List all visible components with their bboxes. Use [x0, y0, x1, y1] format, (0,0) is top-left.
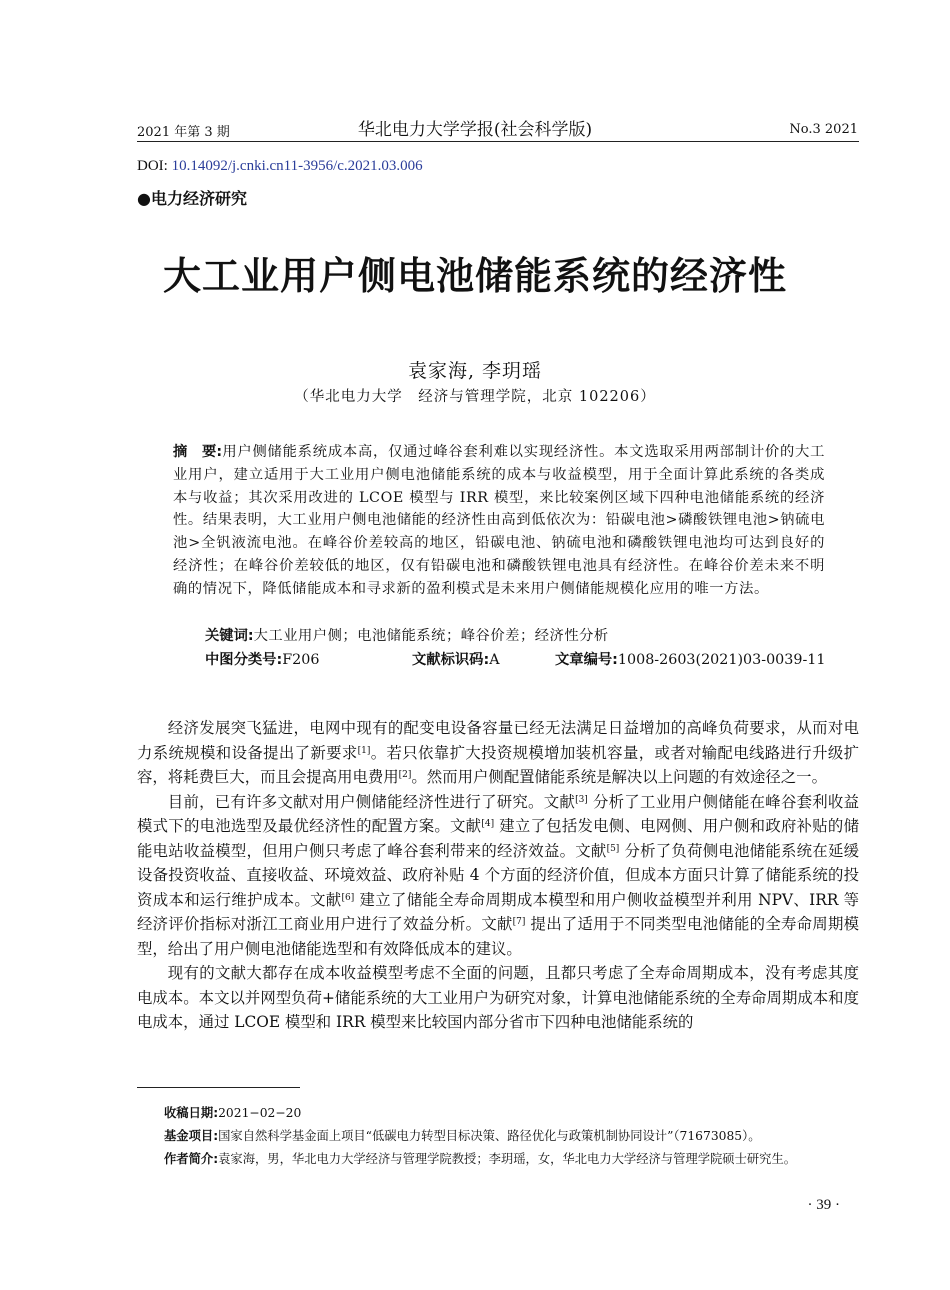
citation-ref[interactable]: [4]: [481, 819, 495, 829]
p2-text-d: 分析了负荷侧电池储能系统在延缓设备投资收益、直接收益、环境效益、政府补贴 4 个方面的经济价值，但成本方面只计算了储能系统的投资成本和运行维护成本。文献: [137, 841, 859, 909]
keywords-text: 大工业用户侧；电池储能系统；峰谷价差；经济性分析: [253, 628, 609, 644]
citation-ref[interactable]: [1]: [357, 745, 371, 756]
p2-text-a: 目前，已有许多文献对用户侧储能经济性进行了研究。文献: [167, 792, 576, 811]
doi-line: [137, 158, 423, 175]
citation-ref[interactable]: [6]: [341, 892, 355, 903]
author-value: 袁家海，男，华北电力大学经济与管理学院教授；李玥瑶，女，华北电力大学经济与管理学院硕士研究生。: [218, 1152, 797, 1166]
citation-ref[interactable]: [7]: [512, 917, 526, 927]
author-label: 作者简介:: [164, 1152, 219, 1166]
doc-value: A: [489, 652, 500, 668]
keywords-label: 关键词:: [205, 628, 254, 644]
clc-value: F206: [282, 652, 320, 668]
affiliation: （华北电力大学 经济与管理学院，北京 102206）: [294, 389, 656, 405]
doc-label: 文献标识码:: [412, 652, 490, 668]
p1-text-a: 经济发展突飞猛进，电网中现有的配变电设备容量已经无法满足日益增加的高峰负荷要求，从而对电力系统规模和设备提出了新要求: [137, 719, 859, 762]
authors: 袁家海, 李玥瑶: [407, 360, 543, 382]
received-value: 2021−02−20: [218, 1106, 302, 1120]
p2-text-f: 提出了适用于不同类型电池储能的全寿命周期模型，给出了用户侧电池储能选型和有效降低成本的建议。: [137, 915, 859, 958]
citation-ref[interactable]: [3]: [575, 794, 588, 805]
body-text: [137, 716, 859, 1035]
page-number: · 39 ·: [807, 1197, 840, 1213]
p2-text-c: 建立了包括发电侧、电网侧、用户侧和政府补贴的储能电站收益模型，但用户侧只考虑了峰谷套利带来的经济效益。文献: [137, 817, 859, 860]
article-value: 1008-2603(2021)03-0039-11: [617, 652, 826, 668]
p2-text-e: 建立了储能全寿命周期成本模型和用户侧收益模型并利用 NPV、IRR 等经济评价指标对浙江工商业用户进行了效益分析。文献: [137, 890, 859, 933]
running-header-journal: 华北电力大学学报(社会科学版): [357, 120, 593, 140]
footnote-rule: [137, 1087, 300, 1088]
column-heading: ●电力经济研究: [137, 189, 247, 208]
keywords: [205, 625, 609, 645]
fund-value: 国家自然科学基金面上项目“低碳电力转型目标决策、路径优化与政策机制协同设计”（71673085）。: [218, 1129, 761, 1143]
footnote-author: [164, 1149, 864, 1169]
citation-ref[interactable]: [2]: [398, 770, 412, 780]
clc-label: 中图分类号:: [205, 652, 283, 668]
footnote-received: [164, 1103, 864, 1123]
paragraph-2: [137, 790, 859, 962]
p2-text-b: 分析了工业用户侧储能在峰谷套利收益模式下的电池选型及最优经济性的配置方案。文献: [137, 792, 859, 835]
p1-text-c: 。然而用户侧配置储能系统是解决以上问题的有效途径之一。: [411, 768, 827, 786]
received-label: 收稿日期:: [164, 1106, 219, 1120]
header-rule: [137, 141, 859, 142]
paragraph-3: 现有的文献大都存在成本收益模型考虑不全面的问题，且都只考虑了全寿命周期成本，没有考虑其度电成本。本文以并网型负荷+储能系统的大工业用户为研究对象，计算电池储能系统的全寿命周期成本和度电成本，通过 LCOE 模型和 IRR 模型来比较国内部分省市下四种电池储能系统的: [137, 964, 859, 1031]
article-id: [555, 649, 825, 669]
running-header-number: No.3 2021: [789, 122, 858, 137]
doi-link[interactable]: 10.14092/j.cnki.cn11-3956/c.2021.03.006: [171, 158, 423, 174]
abstract-label: 摘 要:: [173, 444, 223, 460]
article-title: 大工业用户侧电池储能系统的经济性: [162, 254, 787, 298]
document-code: [412, 649, 500, 669]
p1-text-b: 。若只依靠扩大投资规模增加装机容量，或者对输配电线路进行升级扩容，将耗费巨大，而且会提高用电费用: [137, 743, 859, 786]
paragraph-1: [137, 716, 859, 790]
abstract-text: 用户侧储能系统成本高，仅通过峰谷套利难以实现经济性。本文选取采用两部制计价的大工业用户，建立适用于大工业用户侧电池储能系统的成本与收益模型，用于全面计算此系统的各类成本与收益；其次采用改进的 LCOE 模型与 IRR 模型，来比较案例区域下四种电池储能系统的经济性。结果表明，大工业用户侧电池储能的经济性由高到低依次为：铅碳电池>磷酸铁锂电池>钠硫电池>全钒液流电池。在峰谷价差较高的地区，铅碳电池、钠硫电池和磷酸铁锂电池均可达到良好的经济性；在峰谷价差较低的地区，仅有铅碳电池和磷酸铁锂电池具有经济性。在峰谷价差未来不明确的情况下，降低储能成本和寻求新的盈利模式是未来用户侧储能规模化应用的唯一方法。: [173, 444, 826, 597]
doi-label: DOI:: [137, 158, 172, 174]
footnote-fund: [164, 1126, 864, 1146]
article-label: 文章编号:: [555, 652, 618, 668]
abstract: [173, 441, 825, 601]
running-header-issue: 2021 年第 3 期: [137, 125, 230, 140]
clc-code: [205, 649, 319, 669]
fund-label: 基金项目:: [164, 1129, 219, 1143]
citation-ref[interactable]: [5]: [606, 843, 620, 854]
